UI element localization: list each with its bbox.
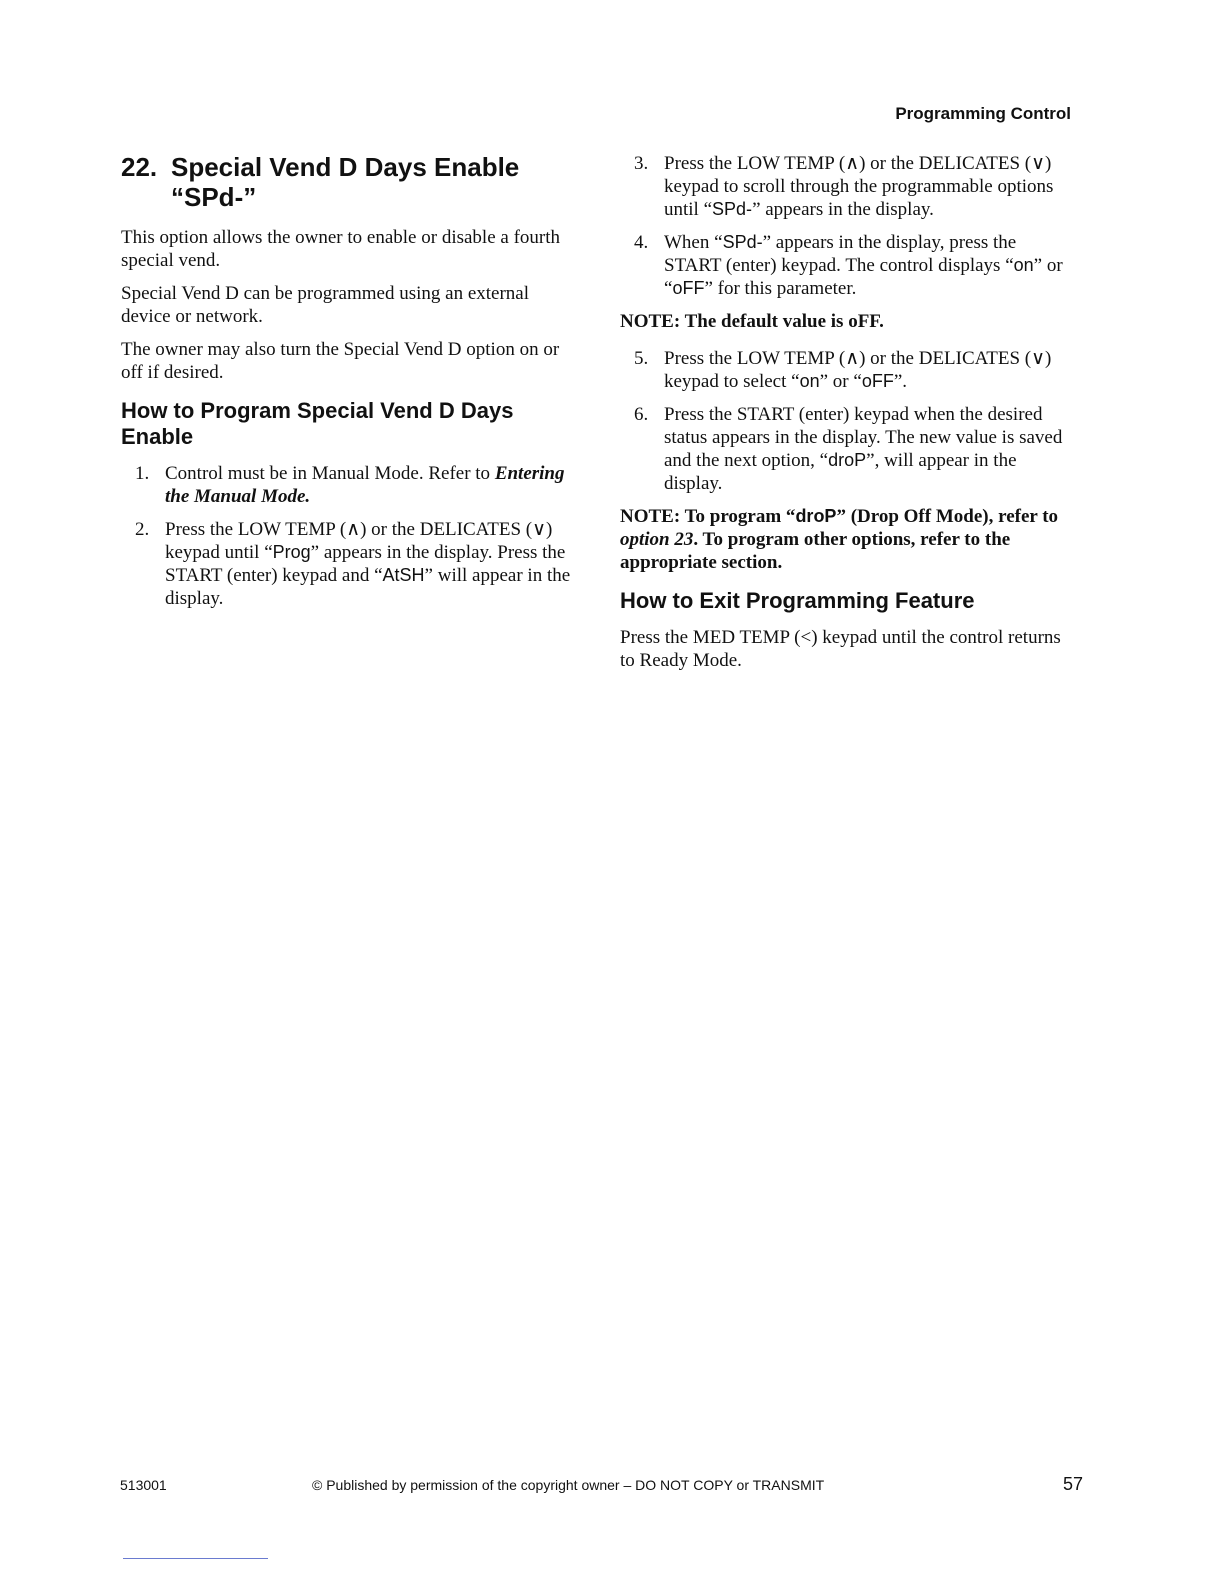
step-text: ”.: [893, 371, 908, 392]
step-number: 6.: [634, 404, 649, 425]
exit-paragraph: Press the MED TEMP (<) keypad until the control returns to Ready Mode.: [620, 627, 1061, 671]
display-code: SPd-: [712, 199, 753, 219]
display-code: SPd-: [722, 232, 763, 252]
step-text: ” appears in the display. Press the START (enter) keypad and “: [165, 542, 566, 586]
step-number: 2.: [135, 519, 150, 540]
left-column: [121, 152, 576, 620]
step-item: [620, 403, 1075, 495]
step-text: ” will appear in the display.: [165, 565, 571, 609]
step-text: ” or “: [664, 255, 1063, 299]
step-number: 4.: [634, 232, 649, 253]
step-number: 5.: [634, 348, 649, 369]
step-text: Press the START (enter) keypad when the desired status appears in the display. The new value is saved and the next option, “: [664, 404, 1063, 471]
display-code: on: [799, 371, 820, 391]
display-code: Prog: [272, 542, 311, 562]
intro-paragraph: This option allows the owner to enable or disable a fourth special vend.: [121, 227, 561, 271]
display-code: oFF: [861, 371, 894, 391]
running-header: Programming Control: [895, 104, 1071, 123]
note-text: NOTE: To program “: [620, 506, 796, 527]
step-item: [121, 518, 576, 610]
display-code: droP: [795, 506, 837, 526]
option-reference: option 23: [620, 529, 694, 550]
manual-mode-reference: Entering the Manual Mode: [165, 463, 565, 507]
step-text: Press the LOW TEMP (∧) or the DELICATES (∨) keypad to scroll through the programmable options until “: [664, 153, 1054, 220]
note-text: ” (Drop Off Mode), refer to: [836, 506, 1059, 527]
step-text: Press the LOW TEMP (∧) or the DELICATES (∨) keypad until “: [165, 519, 553, 563]
section-number: 22.: [121, 152, 158, 182]
step-item: [620, 231, 1075, 300]
program-steps-right-continued: [620, 347, 1075, 495]
section-title-line2: “SPd-”: [171, 182, 257, 212]
step-text: Control must be in Manual Mode. Refer to: [165, 463, 495, 484]
display-code: droP: [828, 450, 867, 470]
step-item: [620, 152, 1075, 221]
step-text: When “: [664, 232, 723, 253]
step-item: [121, 462, 576, 508]
step-text: ” for this parameter.: [704, 278, 857, 299]
doc-number: 513001: [120, 1477, 167, 1493]
program-steps-right: [620, 152, 1075, 300]
external-device-paragraph: Special Vend D can be programmed using an external device or network.: [121, 283, 530, 327]
step-text: ” appears in the display, press the START (enter) keypad. The control displays “: [664, 232, 1017, 276]
note-text: . To program other options, refer to the appropriate section.: [620, 529, 1011, 573]
step-number: 1.: [135, 463, 150, 484]
step-text: ” or “: [819, 371, 862, 392]
drop-off-note: [620, 505, 1075, 574]
step-number: 3.: [634, 153, 649, 174]
display-code: oFF: [672, 278, 705, 298]
section-title-line1: Special Vend D Days Enable: [171, 152, 520, 182]
program-steps-left: [121, 462, 576, 610]
step-text-end: .: [305, 486, 311, 507]
copyright-notice: © Published by permission of the copyright owner – DO NOT COPY or TRANSMIT: [312, 1477, 825, 1493]
right-column: [620, 152, 1075, 682]
page-number: 57: [1063, 1474, 1084, 1494]
exit-subheading: How to Exit Programming Feature: [620, 588, 975, 613]
program-subheading: How to Program Special Vend D Days Enable: [121, 398, 514, 449]
bottom-rule: [123, 1558, 268, 1559]
display-code: on: [1013, 255, 1034, 275]
section-title-text: [171, 152, 519, 212]
step-text: Press the LOW TEMP (∧) or the DELICATES (∨) keypad to select “: [664, 348, 1052, 392]
step-text: ” appears in the display.: [752, 199, 934, 220]
owner-toggle-paragraph: The owner may also turn the Special Vend D option on or off if desired.: [121, 339, 560, 383]
default-value-note: NOTE: The default value is oFF.: [620, 311, 884, 332]
display-code: AtSH: [382, 565, 425, 585]
section-title: [121, 152, 576, 212]
step-item: [620, 347, 1075, 393]
step-text: ”, will appear in the display.: [664, 450, 1017, 494]
